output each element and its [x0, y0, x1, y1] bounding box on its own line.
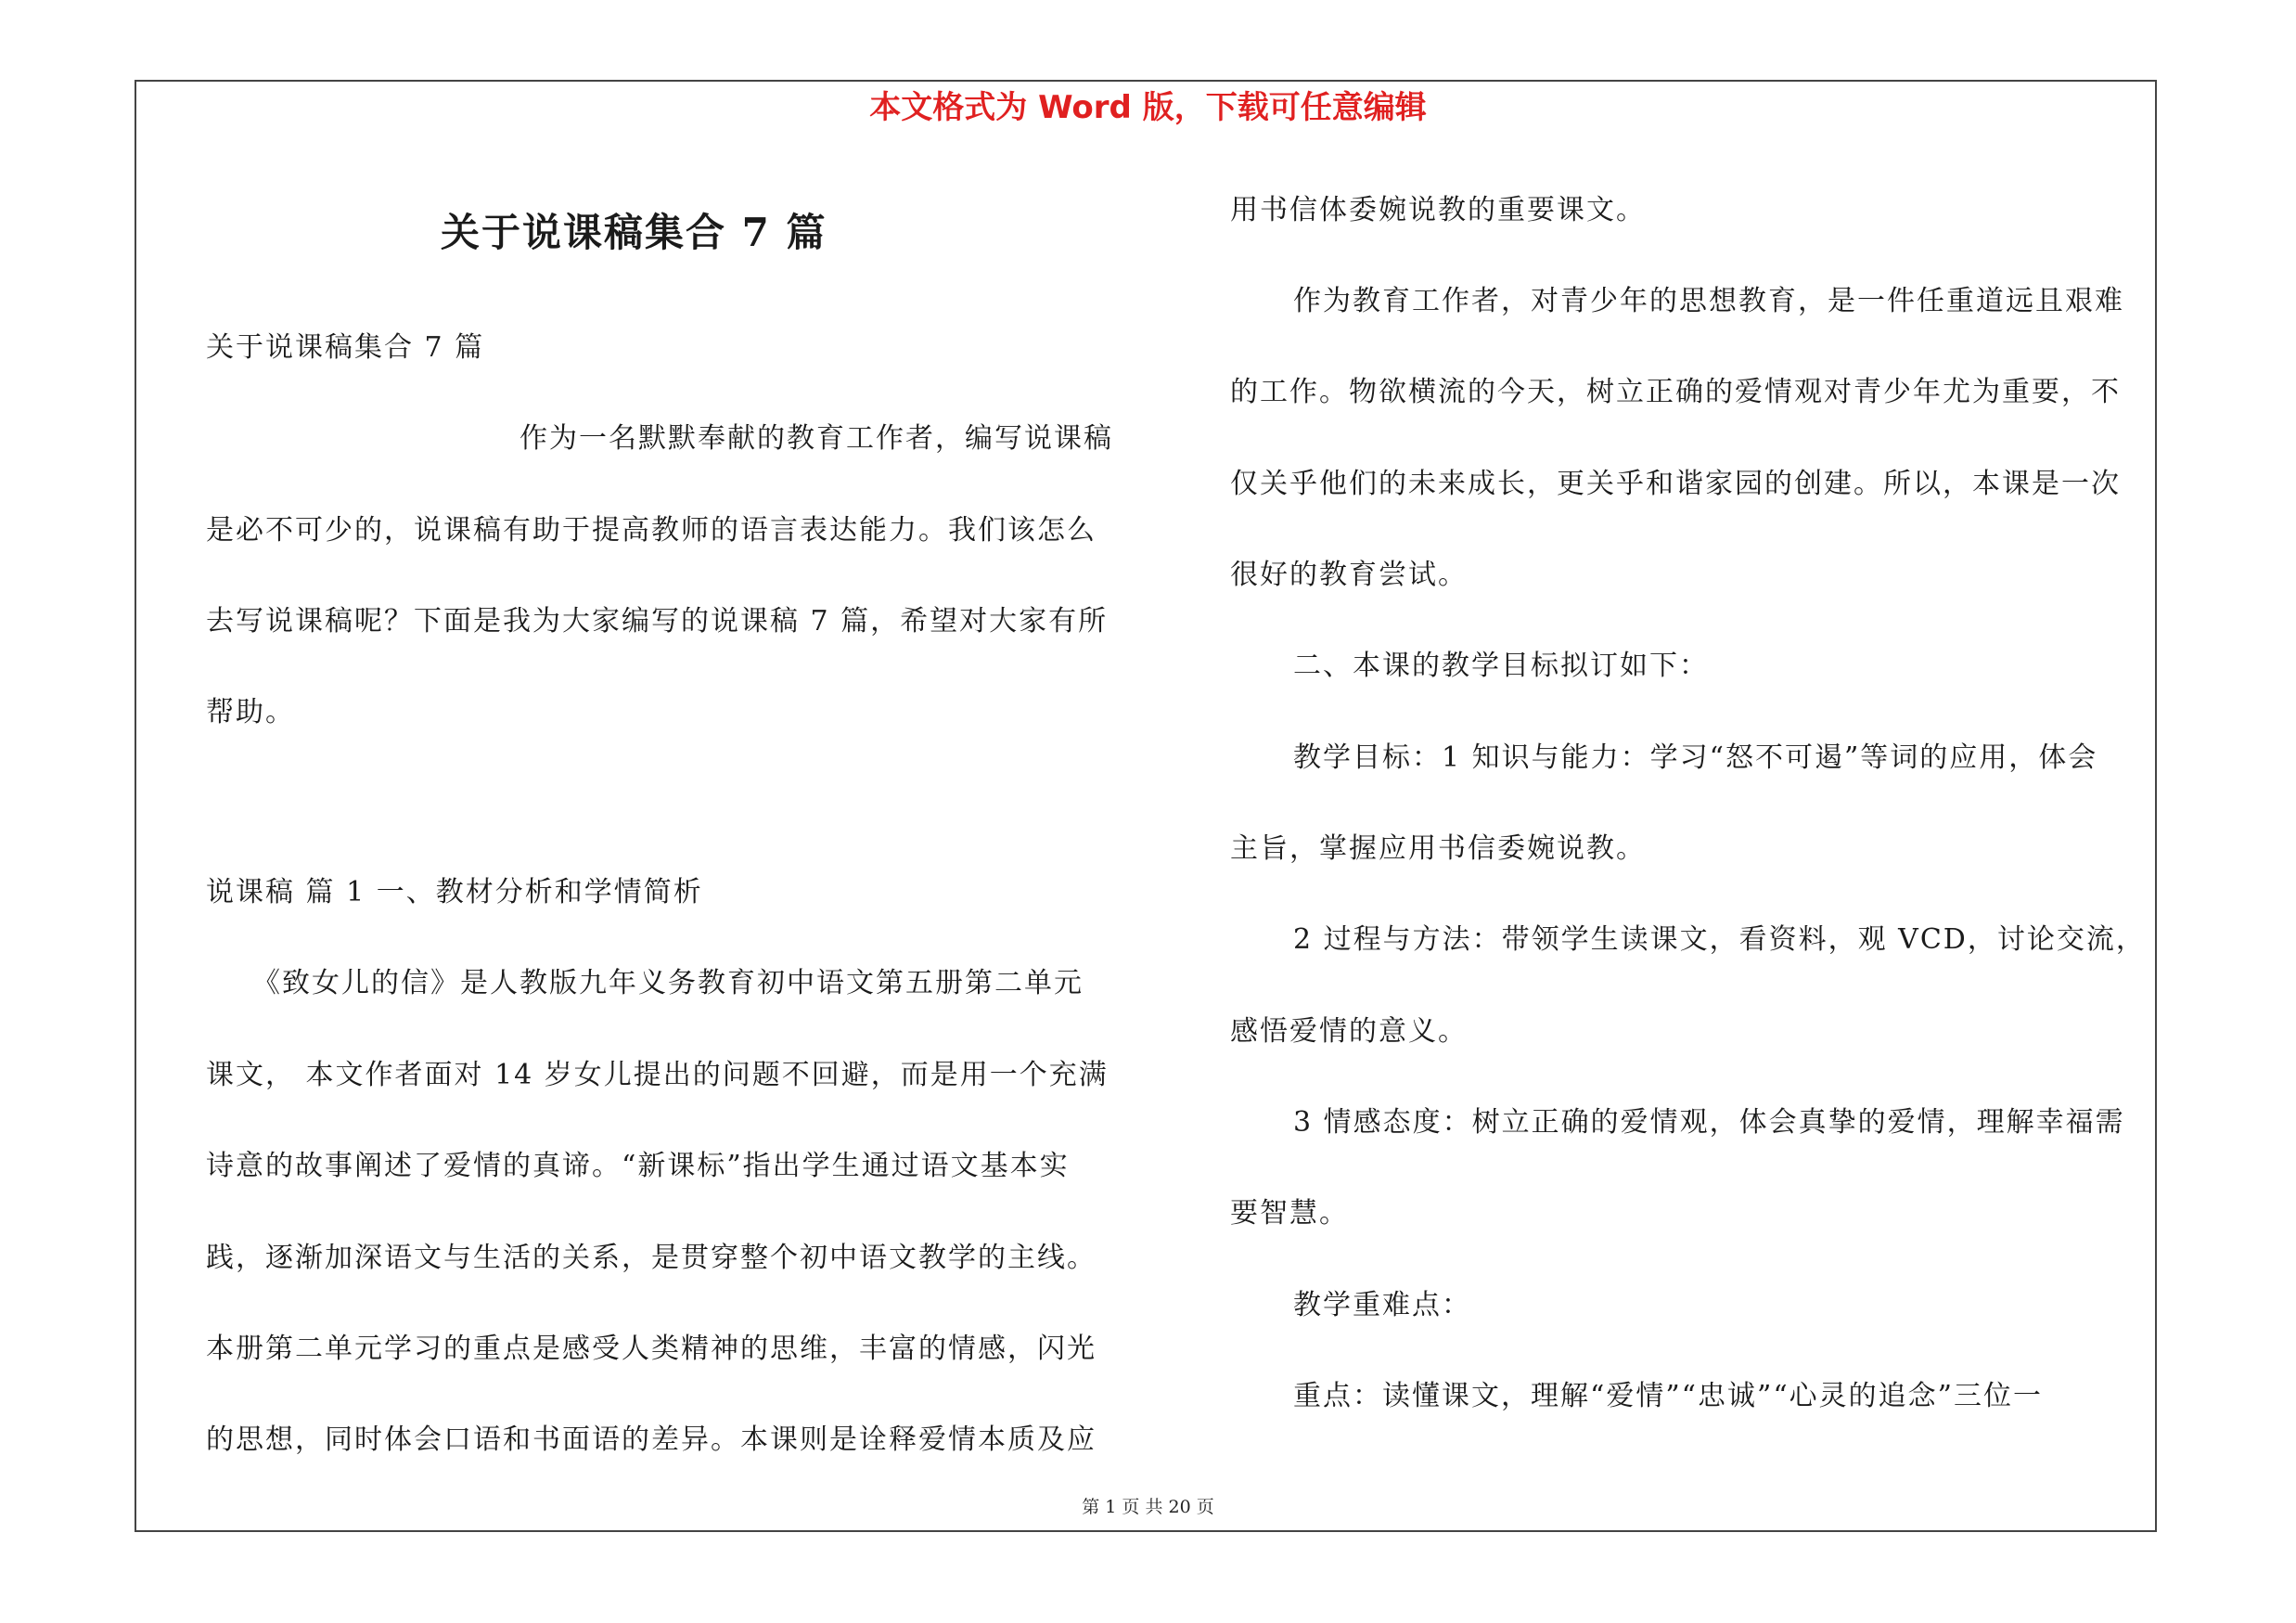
left-line-12: 的思想，同时体会口语和书面语的差异。本课则是诠释爱情本质及应	[206, 1423, 1097, 1456]
right-line-2: 作为教育工作者，对青少年的思想教育，是一件任重道远且艰难	[1293, 285, 2124, 317]
page-number-footer: 第 1 页 共 20 页	[1082, 1497, 1214, 1517]
left-line-6: 说课稿 篇 1 一、教材分析和学情简析	[206, 876, 703, 908]
format-notice-banner: 本文格式为 Word 版，下载可任意编辑	[869, 89, 1427, 126]
right-line-10: 感悟爱情的意义。	[1230, 1015, 1468, 1048]
left-line-4: 去写说课稿呢？下面是我为大家编写的说课稿 7 篇，希望对大家有所	[206, 605, 1109, 638]
left-line-2: 作为一名默默奉献的教育工作者，编写说课稿	[519, 422, 1113, 455]
right-line-5: 很好的教育尝试。	[1230, 559, 1468, 591]
right-line-7: 教学目标：1 知识与能力：学习“怒不可遏”等词的应用，体会	[1293, 741, 2098, 774]
left-line-9: 诗意的故事阐述了爱情的真谛。“新课标”指出学生通过语文基本实	[206, 1150, 1070, 1182]
right-line-4: 仅关乎他们的未来成长，更关乎和谐家园的创建。所以，本课是一次	[1230, 468, 2121, 500]
left-line-7: 《致女儿的信》是人教版九年义务教育初中语文第五册第二单元	[252, 967, 1084, 999]
left-line-5: 帮助。	[206, 696, 295, 728]
right-line-13: 教学重难点：	[1293, 1289, 1471, 1321]
document-title: 关于说课稿集合 7 篇	[441, 210, 827, 255]
right-line-3: 的工作。物欲横流的今天，树立正确的爱情观对青少年尤为重要，不	[1230, 376, 2121, 408]
right-line-6: 二、本课的教学目标拟订如下：	[1293, 650, 1709, 682]
right-line-9: 2 过程与方法：带领学生读课文，看资料，观 VCD，讨论交流，	[1293, 923, 2146, 956]
left-line-10: 践，逐渐加深语文与生活的关系，是贯穿整个初中语文教学的主线。	[206, 1242, 1097, 1274]
left-line-8: 课文， 本文作者面对 14 岁女儿提出的问题不回避，而是用一个充满	[206, 1059, 1109, 1091]
right-line-11: 3 情感态度：树立正确的爱情观，体会真挚的爱情，理解幸福需	[1293, 1106, 2125, 1139]
left-line-11: 本册第二单元学习的重点是感受人类精神的思维，丰富的情感，闪光	[206, 1333, 1097, 1365]
right-line-8: 主旨，掌握应用书信委婉说教。	[1230, 832, 1646, 865]
right-line-12: 要智慧。	[1230, 1197, 1349, 1230]
left-line-1: 关于说课稿集合 7 篇	[206, 331, 485, 364]
left-line-3: 是必不可少的，说课稿有助于提高教师的语言表达能力。我们该怎么	[206, 514, 1097, 547]
right-line-14: 重点：读懂课文，理解“爱情”“忠诚”“心灵的追念”三位一	[1293, 1380, 2044, 1412]
right-line-1: 用书信体委婉说教的重要课文。	[1230, 194, 1646, 226]
